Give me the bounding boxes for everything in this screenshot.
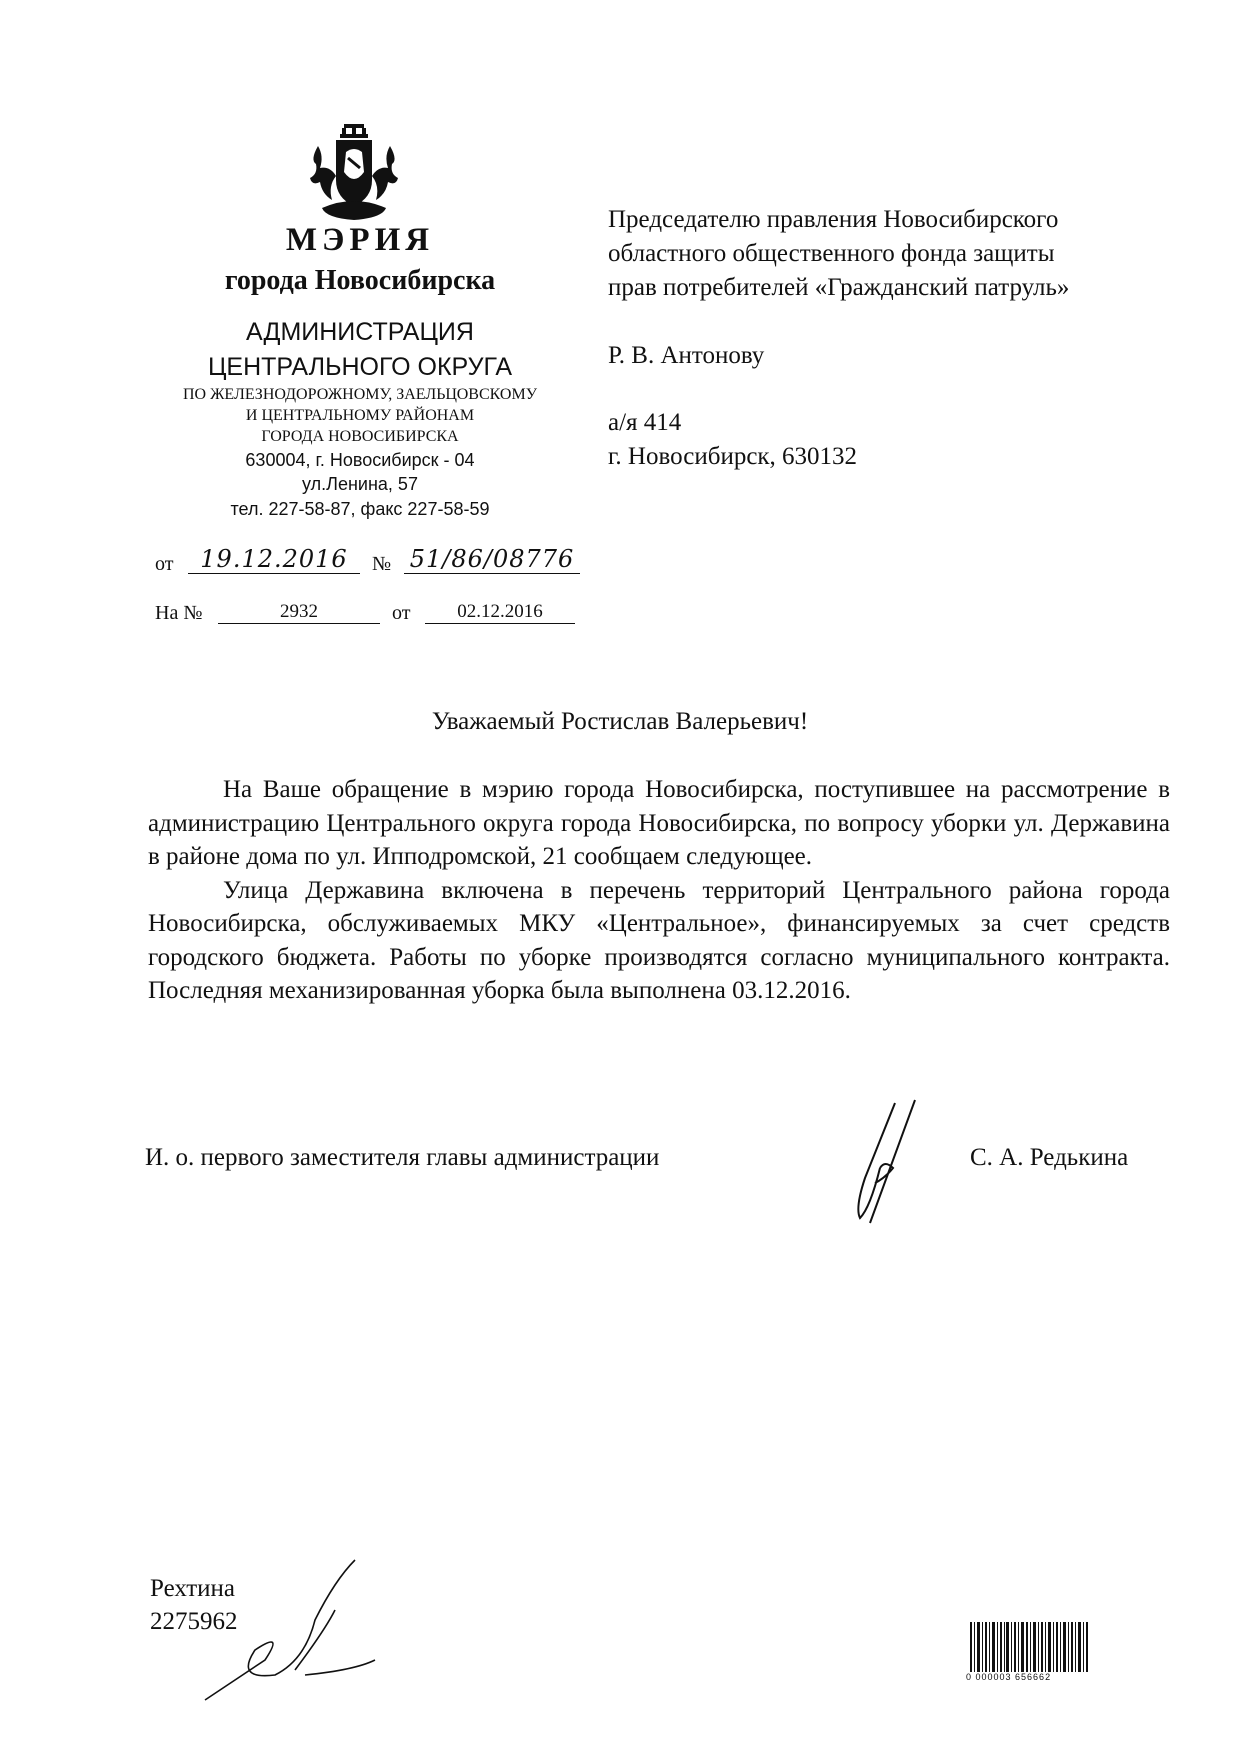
recipient-line2: областного общественного фонда защиты	[608, 240, 1055, 267]
outgoing-number-label: №	[372, 553, 392, 575]
greeting: Уважаемый Ростислав Валерьевич!	[431, 708, 809, 735]
outgoing-number: 51/86/08776	[404, 545, 580, 574]
body-paragraph-1: На Ваше обращение в мэрию города Новосибирска, поступившее на рассмотрение в администрацию Центрального округа города Новосибирска, по вопросу уборки ул. Державина в районе дома по ул. Ипподромской, 21 сообщаем следующее.	[148, 776, 1170, 870]
districts-line1: ПО ЖЕЛЕЗНОДОРОЖНОМУ, ЗАЕЛЬЦОВСКОМУ	[182, 386, 538, 403]
address-line1: 630004, г. Новосибирск - 04	[245, 450, 475, 470]
districts-line2: И ЦЕНТРАЛЬНОМУ РАЙОНАМ	[245, 407, 475, 424]
reference-number: 2932	[218, 601, 380, 624]
reference-date: 02.12.2016	[425, 601, 575, 624]
barcode	[970, 1622, 1088, 1672]
recipient-name: Р. В. Антонову	[608, 342, 765, 369]
org-city: города Новосибирска	[224, 265, 496, 296]
coat-of-arms-icon	[308, 124, 400, 226]
executor-signature-mark	[195, 1550, 395, 1710]
body-paragraph-2: Улица Державина включена в перечень территорий Центрального района города Новосибирска, обслуживаемых МКУ «Центральное», финансируемых за счет средств городского бюджета. Работы по уборке производятся согласно муниципального контракта. Последняя механизированная уборка была выполнена 03.12.2016.	[148, 876, 1170, 1004]
admin-title-line1: АДМИНИСТРАЦИЯ	[246, 318, 474, 346]
signer-title: И. о. первого заместителя главы администрации	[145, 1144, 660, 1171]
barcode-number: 0 000003 656662	[966, 1672, 1052, 1682]
letter-body	[148, 773, 1170, 1008]
phone-line: тел. 227-58-87, факс 227-58-59	[230, 499, 490, 519]
districts-line3: ГОРОДА НОВОСИБИРСКА	[261, 428, 459, 445]
reference-date-label: от	[392, 602, 411, 624]
signer-name: С. А. Редькина	[970, 1144, 1129, 1171]
outgoing-date: 19.12.2016	[188, 545, 360, 574]
address-line2: ул.Ленина, 57	[302, 474, 418, 494]
recipient-line1: Председателю правления Новосибирского	[608, 206, 1059, 233]
outgoing-date-label: от	[155, 553, 174, 575]
recipient-line3: прав потребителей «Гражданский патруль»	[608, 274, 1070, 301]
recipient-po-box: а/я 414	[608, 409, 682, 436]
executor-name: Рехтина	[150, 1575, 235, 1602]
recipient-city: г. Новосибирск, 630132	[608, 443, 858, 470]
executor-phone: 2275962	[150, 1608, 238, 1635]
reference-number-label: На №	[155, 602, 203, 624]
signature-mark	[825, 1098, 935, 1233]
org-name: МЭРИЯ	[285, 222, 435, 258]
admin-title-line2: ЦЕНТРАЛЬНОГО ОКРУГА	[207, 353, 513, 381]
